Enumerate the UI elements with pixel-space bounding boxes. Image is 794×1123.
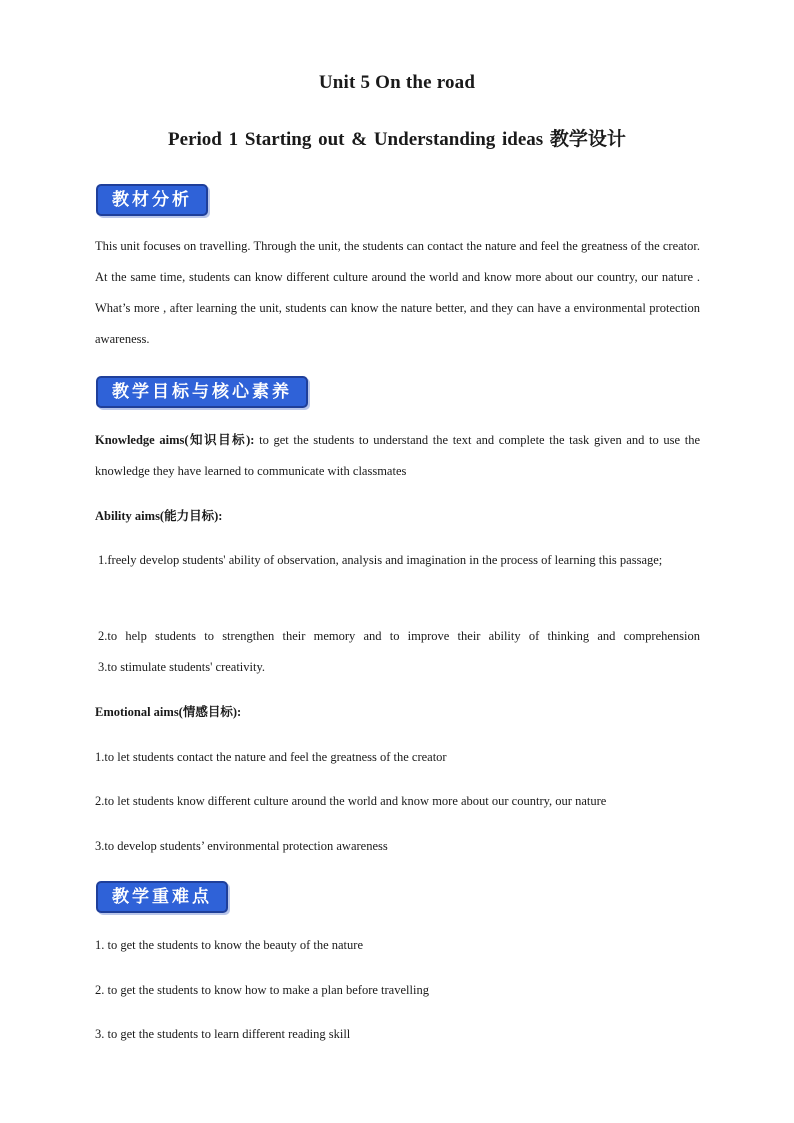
section-badge-goals-label: 教学目标与核心素养: [112, 382, 292, 402]
emotional-aim-item: 2.to let students know different culture around the world and know more about our country, our nature: [95, 794, 607, 808]
ability-aim-item: 1.freely develop students' ability of observation, analysis and imagination in the process of learning this passage;: [98, 553, 663, 567]
section-badge-goals: [96, 376, 308, 408]
knowledge-aims: [95, 425, 700, 487]
key-point-item: 1. to get the students to know the beauty of the nature: [95, 938, 363, 952]
emotional-aims-label: Emotional aims(情感目标):: [95, 705, 242, 719]
ability-aim-item: 3.to stimulate students' creativity.: [98, 660, 266, 674]
knowledge-aims-text: to get the students to understand the text and complete the task given and to use the knowledge they have learned to communicate with classmates: [95, 433, 700, 478]
key-point-item: 3. to get the students to learn different reading skill: [95, 1027, 351, 1041]
document-title: Unit 5 On the road: [318, 72, 476, 93]
knowledge-aims-label: Knowledge aims(知识目标):: [95, 433, 255, 447]
emotional-aim-item: 3.to develop students’ environmental protection awareness: [95, 839, 388, 853]
ability-aims-label: Ability aims(能力目标):: [95, 509, 223, 523]
section-badge-key-points: 教学重难点: [96, 881, 228, 913]
emotional-aim-item: 1.to let students contact the nature and feel the greatness of the creator: [95, 750, 447, 764]
key-point-item: 2. to get the students to know how to make a plan before travelling: [95, 983, 429, 997]
ability-aim-item: 2.to help students to strengthen their memory and to improve their ability of thinking and comprehension: [98, 629, 700, 643]
section-badge-analysis: 教材分析: [96, 184, 208, 216]
analysis-paragraph: This unit focuses on travelling. Through the unit, the students can contact the nature and feel the greatness of the creator. At the same time, students can know different culture around the world and know more about our country, our nature . What’s more , after learning the unit, students can know the nature better, and they can have a environmental protection awareness.: [95, 239, 700, 346]
document-subtitle: Period 1 Starting out & Understanding ideas 教学设计: [168, 129, 626, 150]
